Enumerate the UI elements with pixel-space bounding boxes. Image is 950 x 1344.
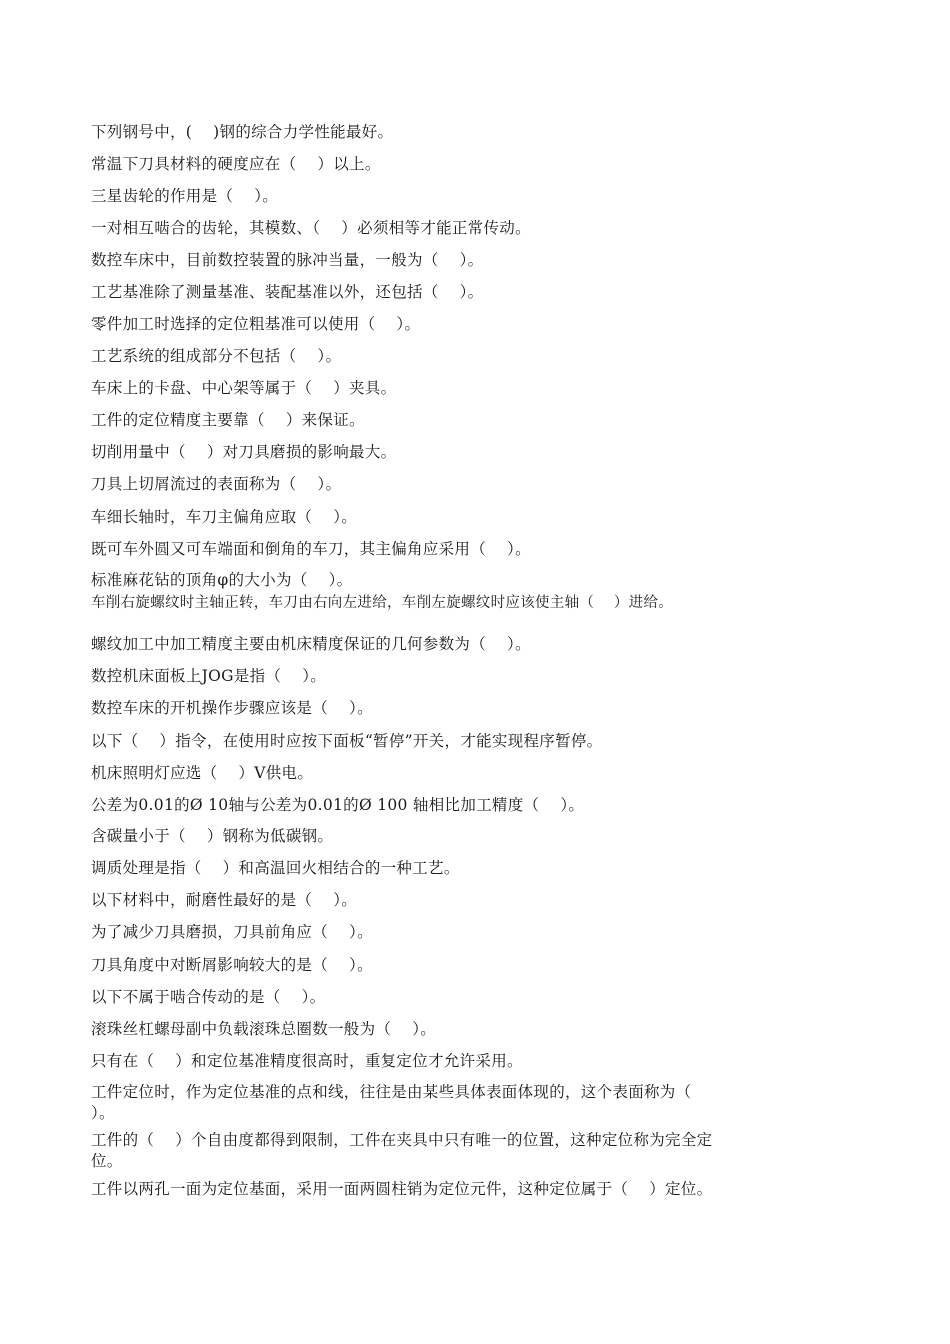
question-11: 切削用量中（ ）对刀具磨损的影响最大。 — [91, 443, 397, 461]
question-3: 三星齿轮的作用是（ ）。 — [91, 187, 279, 205]
question-17: 螺纹加工中加工精度主要由机床精度保证的几何参数为（ ）。 — [91, 635, 531, 653]
question-28: 以下不属于啮合传动的是（ ）。 — [91, 988, 326, 1006]
question-12: 刀具上切屑流过的表面称为（ ）。 — [91, 475, 342, 493]
question-26: 为了减少刀具磨损，刀具前角应（ ）。 — [91, 923, 373, 941]
question-21: 机床照明灯应选（ ）V供电。 — [91, 764, 314, 782]
question-15: 标准麻花钻的顶角φ的大小为（ ）。 — [91, 571, 353, 589]
question-6: 工艺基准除了测量基准、装配基准以外，还包括（ ）。 — [91, 283, 484, 301]
question-8: 工艺系统的组成部分不包括（ ）。 — [91, 347, 342, 365]
question-25: 以下材料中，耐磨性最好的是（ ）。 — [91, 891, 358, 909]
question-29: 滚珠丝杠螺母副中负载滚珠总圈数一般为（ ）。 — [91, 1020, 437, 1038]
question-33: 工件以两孔一面为定位基面，采用一面两圆柱销为定位元件，这种定位属于（ ）定位。 — [91, 1180, 713, 1198]
question-14: 既可车外圆又可车端面和倒角的车刀，其主偏角应采用（ ）。 — [91, 540, 531, 558]
question-31: 工件定位时，作为定位基准的点和线，往往是由某些具体表面体现的，这个表面称为（ ）。 — [91, 1083, 713, 1122]
question-4: 一对相互啮合的齿轮，其模数、（ ）必须相等才能正常传动。 — [91, 219, 531, 237]
question-7: 零件加工时选择的定位粗基准可以使用（ ）。 — [91, 315, 421, 333]
question-5: 数控车床中，目前数控装置的脉冲当量，一般为（ ）。 — [91, 251, 484, 269]
question-9: 车床上的卡盘、中心架等属于（ ）夹具。 — [91, 379, 397, 397]
question-23: 含碳量小于（ ）钢称为低碳钢。 — [91, 827, 334, 845]
question-32: 工件的（ ）个自由度都得到限制，工件在夹具中只有唯一的位置，这种定位称为完全定位。 — [91, 1131, 713, 1170]
question-13: 车细长轴时，车刀主偏角应取（ ）。 — [91, 508, 358, 526]
question-2: 常温下刀具材料的硬度应在（ ）以上。 — [91, 155, 381, 173]
question-18: 数控机床面板上JOG是指（ ）。 — [91, 667, 327, 685]
question-19: 数控车床的开机操作步骤应该是（ ）。 — [91, 699, 373, 717]
question-22: 公差为0.01的Ø 10轴与公差为0.01的Ø 100 轴相比加工精度（ ）。 — [91, 796, 585, 814]
question-30: 只有在（ ）和定位基准精度很高时，重复定位才允许采用。 — [91, 1052, 523, 1070]
question-16: 车削右旋螺纹时主轴正转，车刀由右向左进给，车削左旋螺纹时应该使主轴（ ）进给。 — [91, 595, 674, 611]
question-20: 以下（ ）指令，在使用时应按下面板“暂停”开关，才能实现程序暂停。 — [91, 732, 603, 750]
question-10: 工件的定位精度主要靠（ ）来保证。 — [91, 411, 365, 429]
question-27: 刀具角度中对断屑影响较大的是（ ）。 — [91, 956, 373, 974]
question-24: 调质处理是指（ ）和高温回火相结合的一种工艺。 — [91, 859, 460, 877]
question-1: 下列钢号中，( )钢的综合力学性能最好。 — [91, 123, 394, 141]
